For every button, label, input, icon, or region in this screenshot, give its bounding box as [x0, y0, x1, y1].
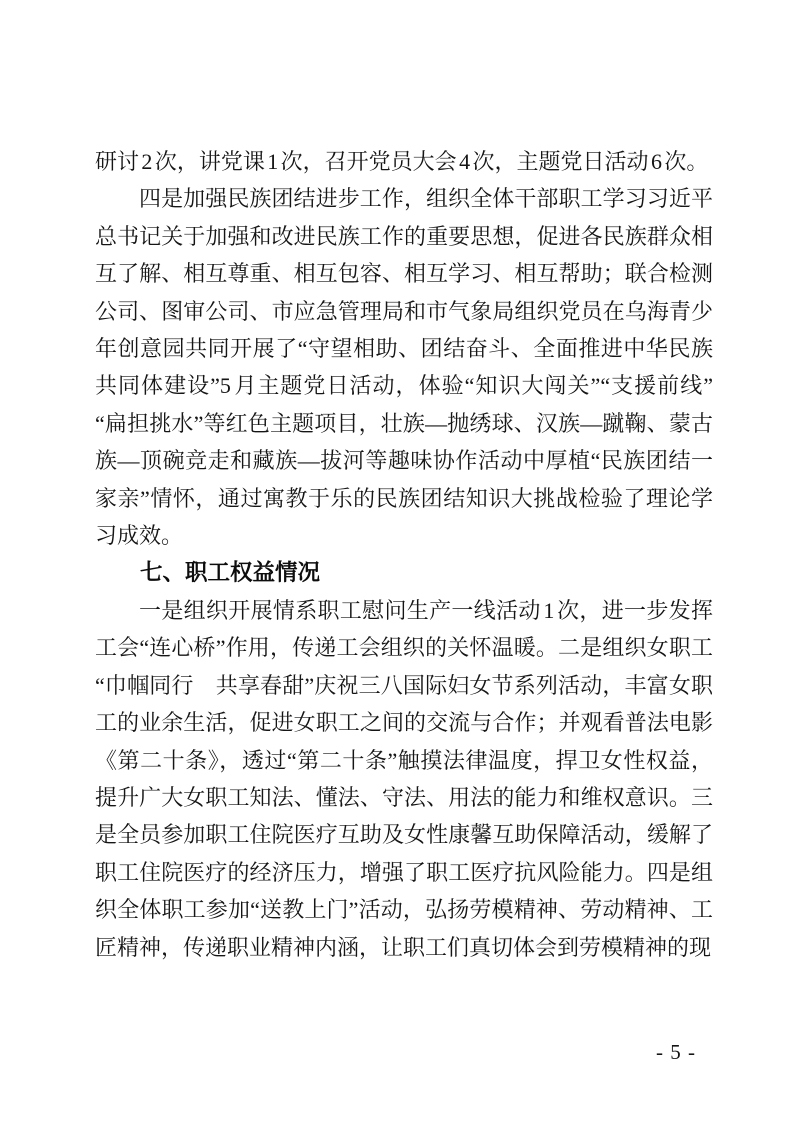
paragraph-ethnic-unity: 四是加强民族团结进步工作，组织全体干部职工学习习近平总书记关于加强和改进民族工作的重要思想，促进各民族群众相互了解、相互尊重、相互包容、相互学习、相互帮助；联合检测公司、图审公司、市应急管理局和市气象局组织党员在乌海青少年创意园共同开展了“守望相助、团结奋斗、全面推进中华民族共同体建设”5 月主题党日活动，体验“知识大闯关”“支援前线”“扁担挑水”等红色主题项目，壮族—抛绣球、汉族—蹴鞠、蒙古族—顶碗竞走和藏族—拔河等趣味协作活动中厚植“民族团结一家亲”情怀，通过寓教于乐的民族团结知识大挑战检验了理论学习成效。	[95, 186, 713, 549]
section-heading-workers-rights: 七、职工权益情况	[140, 560, 321, 586]
paragraph-workers-rights: 一是组织开展情系职工慰问生产一线活动 1 次，进一步发挥工会“连心桥”作用，传递工会组织的关怀温暖。二是组织女职工“巾帼同行 共享春甜”庆祝三八国际妇女节系列活动，丰富女职工的业余生活，促进女职工之间的交流与合作；并观看普法电影《第二十条》，透过“第二十条”触摸法律温度，捍卫女性权益，提升广大女职工知法、懂法、守法、用法的能力和维权意识。三是全员参加职工住院医疗互助及女性康馨互助保障活动，缓解了职工住院医疗的经济压力，增强了职工医疗抗风险能力。四是组织全体职工参加“送教上门”活动，弘扬劳模精神、劳动精神、工匠精神，传递职业精神内涵，让职工们真切体会到劳模精神的现	[95, 597, 713, 960]
paragraph-party-activities-continued: 研讨 2 次，讲党课 1 次，召开党员大会 4 次，主题党日活动 6 次。	[95, 149, 709, 174]
page-number: - 5 -	[656, 1040, 696, 1064]
document-body	[95, 143, 713, 966]
